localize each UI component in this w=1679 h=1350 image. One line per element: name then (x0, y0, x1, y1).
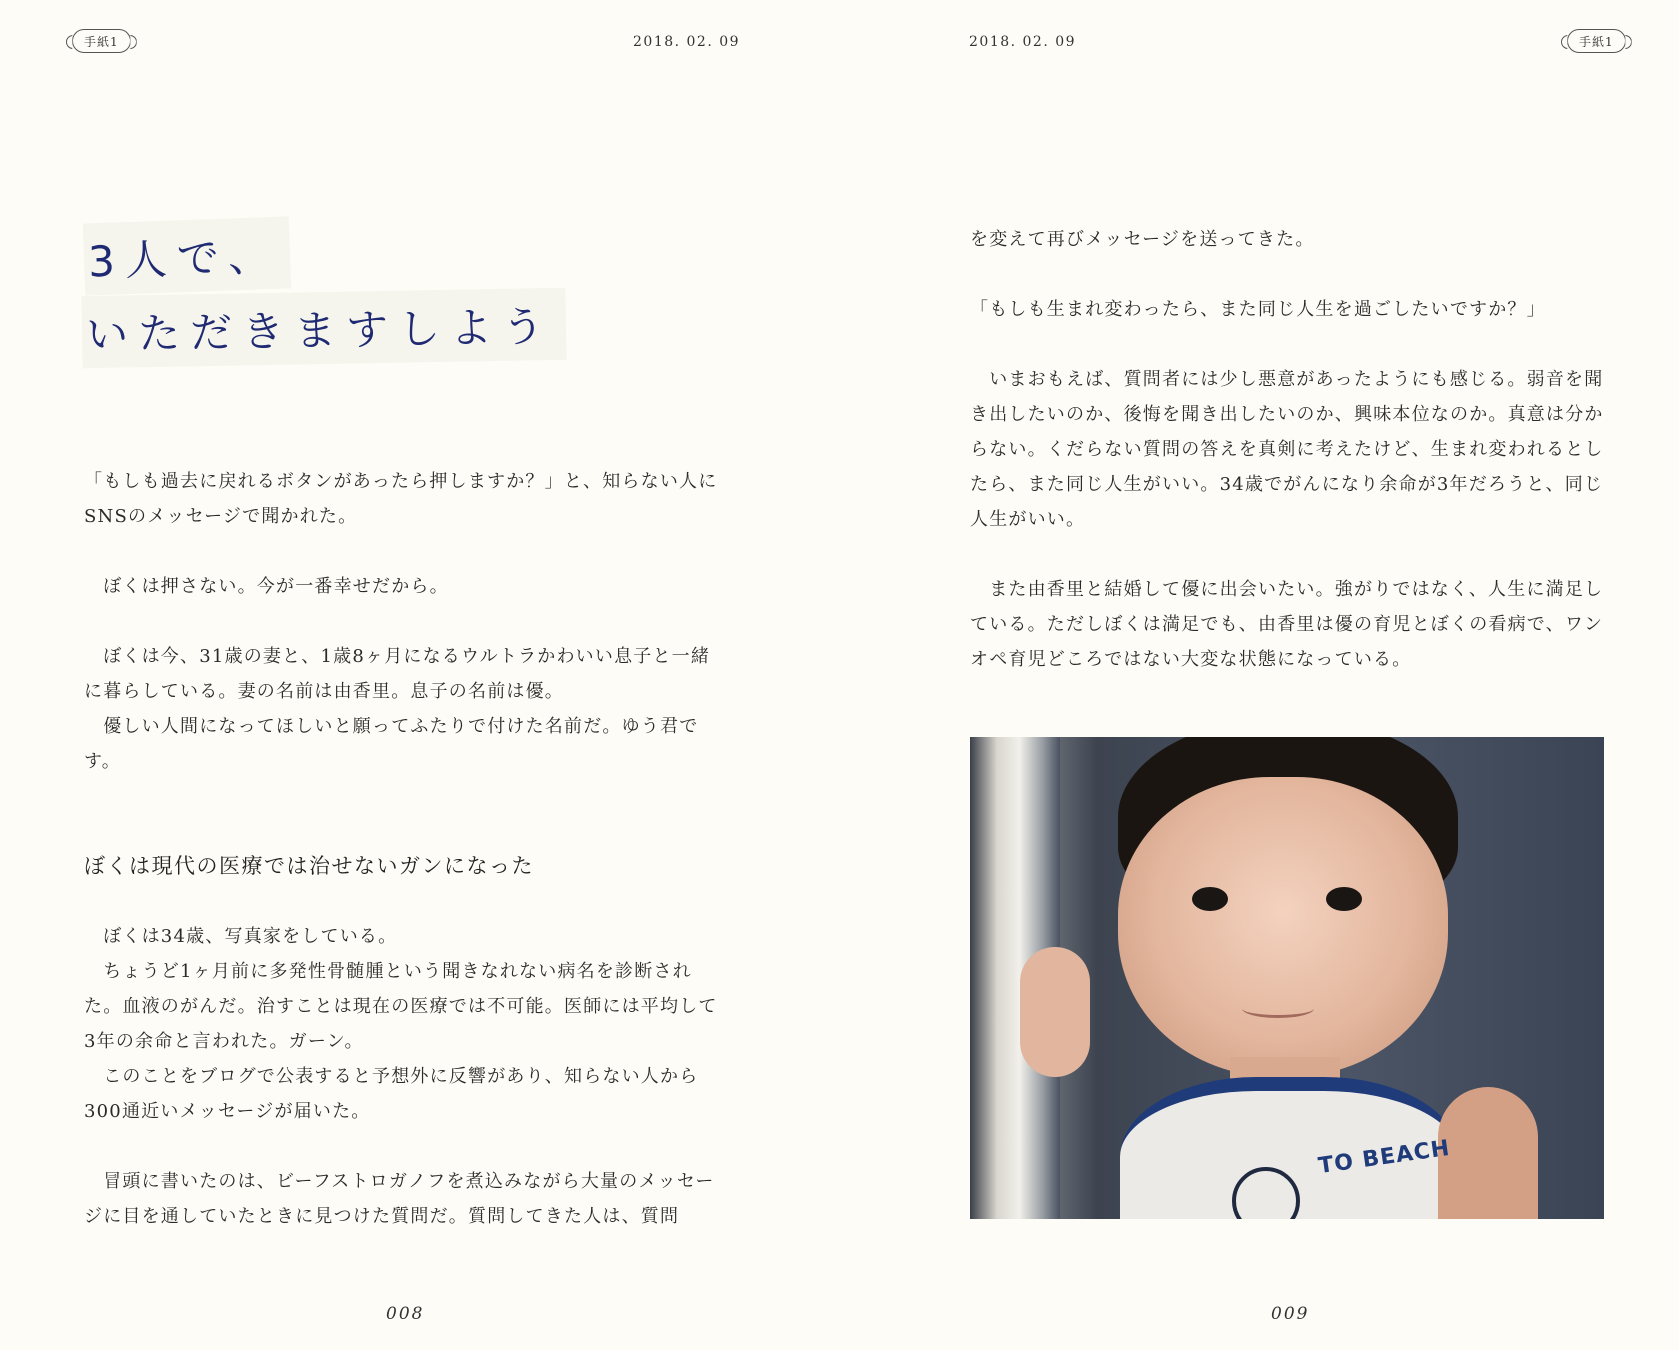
left-page (0, 0, 839, 1350)
left-body-text (84, 464, 724, 1234)
paragraph: を変えて再びメッセージを送ってきた。 (970, 229, 1315, 250)
child-mouth (1242, 999, 1314, 1018)
chapter-badge: 手紙1 (1567, 29, 1626, 53)
child-arm (1438, 1087, 1538, 1219)
section-heading: ぼくは現代の医療では治せないガンになった (84, 854, 534, 878)
child-eye-left (1192, 887, 1228, 911)
header-date: 2018. 02. 09 (969, 34, 1077, 50)
paragraph: 「もしも過去に戻れるボタンがあったら押しますか？」と、知らない人にSNSのメッセージで聞かれた。 (84, 471, 718, 527)
child-face (1118, 777, 1448, 1077)
right-body-text (970, 222, 1610, 677)
child-hand (1020, 947, 1090, 1077)
paragraph: いまおもえば、質問者には少し悪意があったようにも感じる。弱音を聞き出したいのか、後悔を聞き出したいのか、興味本位なのか。真意は分からない。くだらない質問の答えを真剣に考えたけど、生まれ変われるとしたら、また同じ人生がいい。34歳でがんになり余命が3年だろうと、同じ人生がいい。 (970, 369, 1604, 530)
shirt-print-text: TO BEACH (1316, 1135, 1452, 1180)
handwritten-title (68, 200, 555, 370)
page-number: 009 (1271, 1304, 1310, 1324)
paragraph: また由香里と結婚して優に出会いたい。強がりではなく、人生に満足している。ただしぼくは満足でも、由香里は優の育児とぼくの看病で、ワンオペ育児どころではない大変な状態になっている。 (970, 579, 1604, 670)
paragraph: 冒頭に書いたのは、ビーフストロガノフを煮込みながら大量のメッセージに目を通していたときに見つけた質問だ。質問してきた人は、質問 (84, 1171, 715, 1227)
chapter-badge: 手紙1 (72, 29, 131, 53)
child-photo (970, 737, 1604, 1219)
paragraph: ぼくは34歳、写真家をしている。 (84, 926, 398, 947)
header-date: 2018. 02. 09 (633, 34, 741, 50)
title-line-2: いただきますしよう (81, 288, 566, 368)
child-eye-right (1326, 887, 1362, 911)
title-line-1: 3人で、 (83, 216, 291, 295)
paragraph: 「もしも生まれ変わったら、また同じ人生を過ごしたいですか？」 (970, 299, 1546, 320)
paragraph: このことをブログで公表すると予想外に反響があり、知らない人から300通近いメッセージが届いた。 (84, 1066, 699, 1122)
paragraph: ちょうど1ヶ月前に多発性骨髄腫という聞きなれない病名を診断された。血液のがんだ。治すことは現在の医療では不可能。医師には平均して3年の余命と言われた。ガーン。 (84, 961, 718, 1052)
paragraph: 優しい人間になってほしいと願ってふたりで付けた名前だ。ゆう君です。 (84, 716, 699, 772)
paragraph: ぼくは今、31歳の妻と、1歳8ヶ月になるウルトラかわいい息子と一緒に暮らしている。妻の名前は由香里。息子の名前は優。 (84, 646, 711, 702)
paragraph: ぼくは押さない。今が一番幸せだから。 (84, 576, 449, 597)
page-number: 008 (386, 1304, 425, 1324)
